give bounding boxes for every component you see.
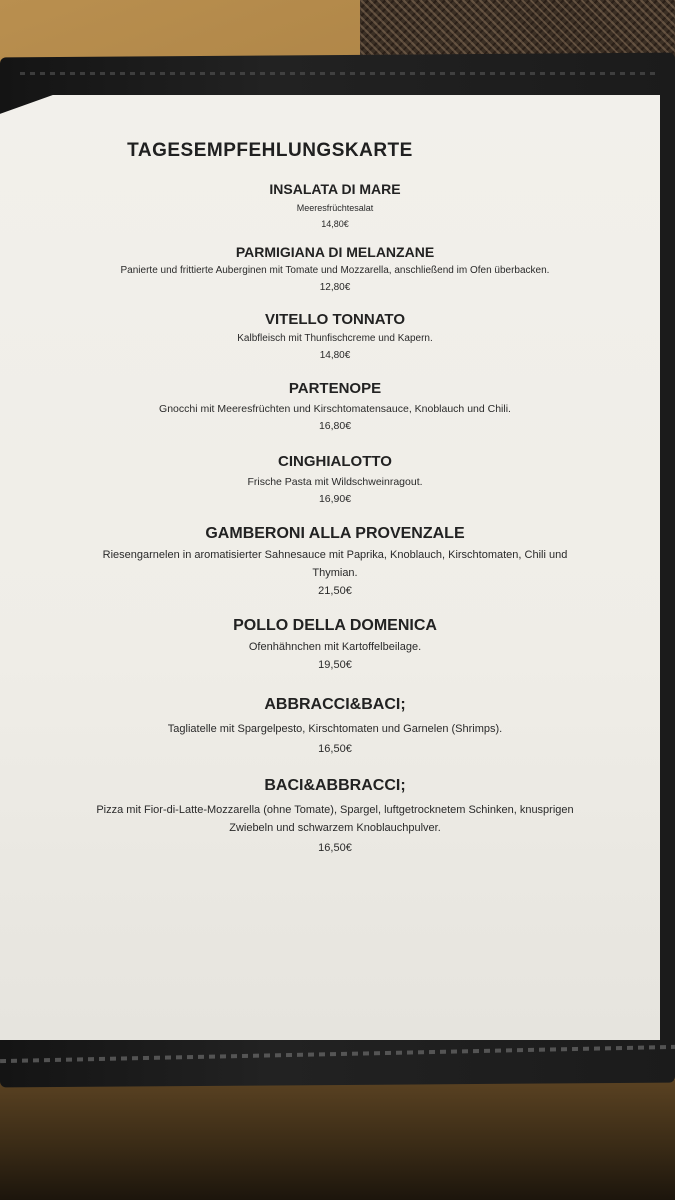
menu-item-cinghialotto	[20, 453, 650, 505]
item-price: 16,50€	[318, 743, 352, 755]
item-description: Kalbfleisch mit Thunfischcreme und Kapern.	[237, 333, 433, 344]
menu-item-vitello-tonnato	[20, 311, 650, 361]
item-description: Ofenhähnchen mit Kartoffelbeilage.	[248, 641, 422, 653]
item-name: PARTENOPE	[288, 380, 382, 397]
item-price: 21,50€	[318, 585, 352, 597]
item-description: Tagliatelle mit Spargelpesto, Kirschtomaten und Garnelen (Shrimps).	[167, 723, 503, 735]
menu-item-gamberoni-alla-provenzale	[20, 525, 650, 597]
item-description: Meeresfrüchtesalat	[296, 203, 374, 213]
item-name: BACI&ABBRACCI;	[264, 777, 406, 794]
item-name: ABBRACCI&BACI;	[264, 696, 406, 713]
item-price: 16,80€	[318, 420, 352, 432]
item-name: POLLO DELLA DOMENICA	[233, 617, 437, 634]
item-description-line-1: Riesengarnelen in aromatisierter Sahnesauce mit Paprika, Knoblauch, Kirschtomaten, Chili und	[102, 549, 568, 561]
menu-item-baci-abbracci	[20, 777, 650, 854]
item-description: Frische Pasta mit Wildschweinragout.	[247, 476, 423, 488]
folder-stitching-top	[20, 72, 660, 75]
table-edge	[0, 1080, 675, 1200]
item-description-line-2: Thymian.	[312, 567, 358, 579]
item-price: 16,50€	[318, 842, 352, 854]
item-price: 12,80€	[319, 282, 351, 293]
woven-placemat	[360, 0, 675, 60]
menu-title: TAGESEMPFEHLUNGSKARTE	[127, 140, 413, 161]
item-price: 14,80€	[321, 219, 349, 229]
item-price: 19,50€	[318, 659, 352, 671]
item-name: PARMIGIANA DI MELANZANE	[235, 244, 435, 260]
menu-item-abbracci-baci	[20, 696, 650, 755]
item-price: 14,80€	[319, 350, 351, 361]
item-description-line-1: Pizza mit Fior-di-Latte-Mozzarella (ohne Tomate), Spargel, luftgetrocknetem Schinken, knusprigen	[96, 804, 574, 816]
item-description: Panierte und frittierte Auberginen mit Tomate und Mozzarella, anschließend im Ofen überbacken.	[120, 265, 550, 276]
item-description-line-2: Zwiebeln und schwarzem Knoblauchpulver.	[229, 822, 441, 834]
item-name: CINGHIALOTTO	[278, 453, 392, 470]
menu-item-insalata-di-mare	[20, 181, 650, 229]
item-description: Gnocchi mit Meeresfrüchten und Kirschtomatensauce, Knoblauch und Chili.	[159, 403, 511, 415]
item-price: 16,90€	[318, 493, 352, 505]
item-name: VITELLO TONNATO	[264, 311, 405, 328]
item-name: INSALATA DI MARE	[269, 181, 401, 197]
menu-item-partenope	[20, 380, 650, 432]
menu-item-pollo-della-domenica	[20, 617, 650, 671]
menu-item-parmigiana-di-melanzane	[20, 244, 650, 293]
item-name: GAMBERONI ALLA PROVENZALE	[205, 525, 465, 542]
